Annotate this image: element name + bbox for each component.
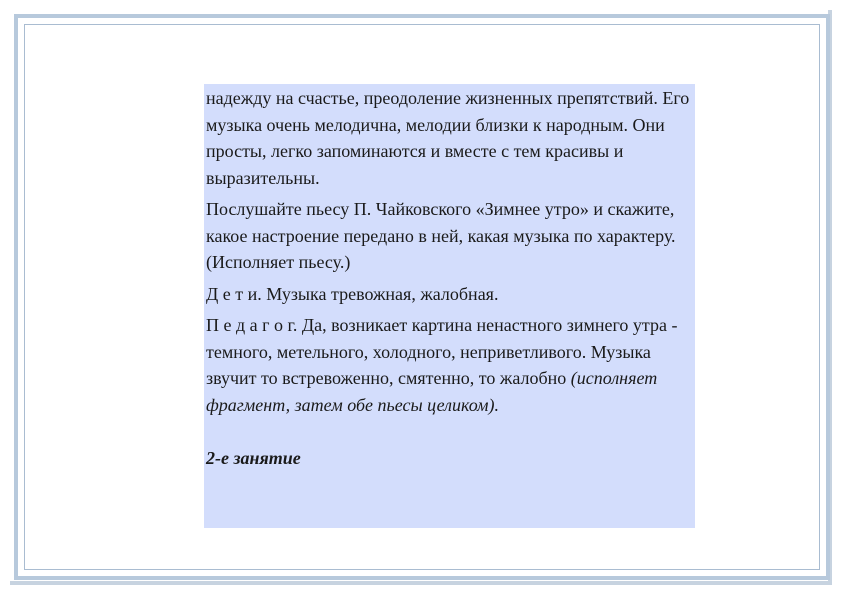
paragraph-2-text: Послушайте пьесу П. Чайковского «Зимнее утро» и скажите, какое настроение передано в ней, какая музыка по характеру. (Исполняет пьесу.) — [206, 199, 676, 272]
paragraph-2 — [206, 196, 693, 276]
paragraph-1 — [206, 85, 693, 191]
paragraph-4-text: П е д а г о г. Да, возникает картина ненастного зимнего утра - темного, метельного, холодного, неприветливого. Музыка звучит то встревоженно, смятенно, то жалобно — [206, 315, 678, 388]
text-box — [204, 84, 695, 528]
section-heading: 2-е занятие — [206, 448, 301, 468]
paragraph-4-italic-text: (исполняет фрагмент, затем обе пьесы целиком). — [206, 368, 658, 415]
paragraph-3-text: Д е т и. Музыка тревожная, жалобная. — [206, 283, 499, 304]
paragraph-1-text: надежду на счастье, преодоление жизненных препятствий. Его музыка очень мелодична, мелодии близки к народным. Они просты, легко запоминаются и вместе с тем красивы и выразительны. — [206, 88, 690, 188]
paragraph-4 — [206, 312, 693, 418]
paragraph-3 — [206, 281, 693, 308]
frame-shadow-bottom — [10, 581, 832, 585]
